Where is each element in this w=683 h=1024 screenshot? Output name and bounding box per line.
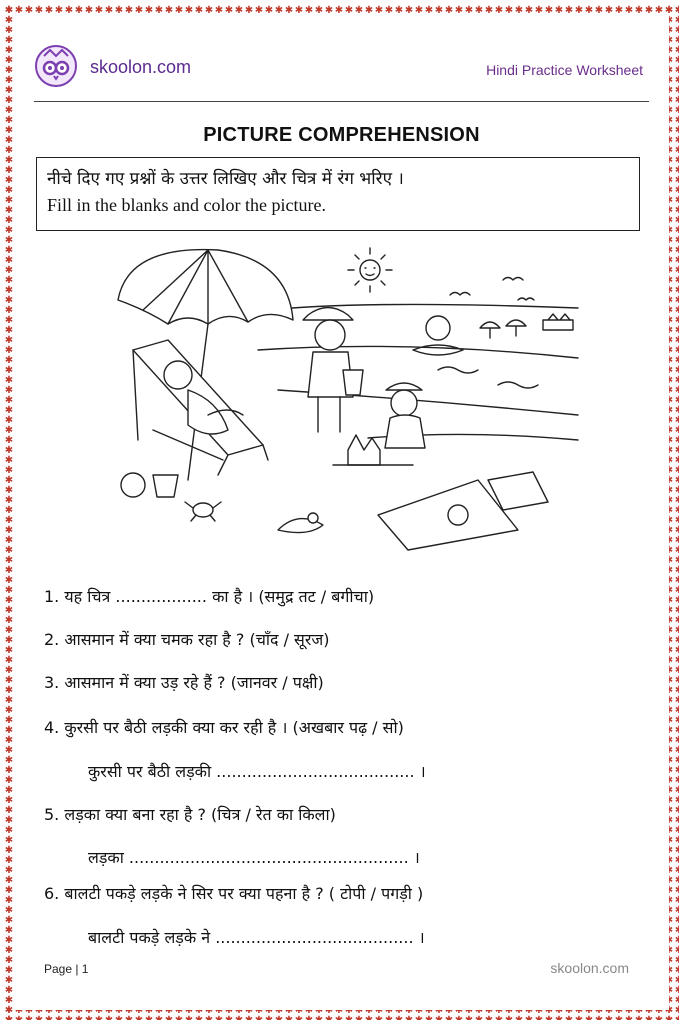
deck-chair-girl <box>133 340 268 475</box>
question-6: 6. बालटी पकड़े लड़के ने सिर पर क्या पहना है ? ( टोपी / पगड़ी ) <box>44 884 424 903</box>
beach-towel <box>378 472 548 550</box>
instruction-english: Fill in the blanks and color the picture. <box>47 195 326 215</box>
page-number: Page | 1 <box>44 962 89 976</box>
sun-icon <box>348 248 392 292</box>
birds-in-sky <box>450 278 534 301</box>
question-3: 3. आसमान में क्या उड़ रहे हैं ? (जानवर / पक्षी) <box>44 673 324 692</box>
question-5: 5. लड़का क्या बना रहा है ? (चित्र / रेत का किला) <box>44 805 336 824</box>
seagull <box>278 513 323 533</box>
worksheet-label: Hindi Practice Worksheet <box>486 62 643 78</box>
question-2: 2. आसमान में क्या चमक रहा है ? (चाँद / सूरज) <box>44 630 330 649</box>
sand-bucket <box>153 475 178 497</box>
answer-line-5[interactable]: लड़का ....................................................... । <box>88 848 420 867</box>
instructions-box <box>36 157 640 231</box>
skoolon-owl-logo-icon <box>34 44 78 88</box>
beach-scene-illustration <box>108 240 588 555</box>
crab <box>185 502 221 521</box>
header-divider <box>34 101 649 102</box>
beach-ball <box>121 473 145 497</box>
page-title: PICTURE COMPREHENSION <box>203 124 480 146</box>
brand-name: skoolon.com <box>90 57 192 77</box>
question-1: 1. यह चित्र .................. का है । (समुद्र तट / बगीचा) <box>44 587 375 606</box>
answer-line-6[interactable]: बालटी पकड़े लड़के ने ....................................... । <box>88 928 425 947</box>
footer-site: skoolon.com <box>550 960 629 976</box>
question-4: 4. कुरसी पर बैठी लड़की क्या कर रही है । (अखबार पढ़ / सो) <box>44 718 404 737</box>
beach-umbrella <box>118 250 293 480</box>
boy-with-bucket <box>303 308 363 433</box>
answer-line-4[interactable]: कुरसी पर बैठी लड़की ....................................... । <box>88 762 426 781</box>
instruction-hindi: नीचे दिए गए प्रश्नों के उत्तर लिखिए और चित्र में रंग भरिए । <box>47 169 404 189</box>
